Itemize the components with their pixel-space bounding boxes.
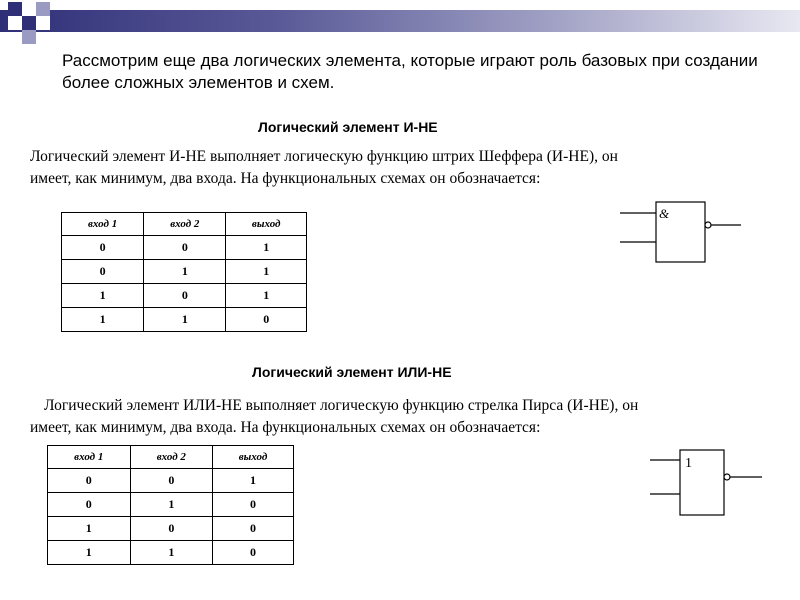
table-row (48, 517, 294, 541)
gate-symbol-label: 1 (685, 456, 692, 471)
cell-input1: 1 (48, 541, 131, 565)
table-header-row (62, 213, 307, 236)
cell-output: 0 (226, 308, 307, 332)
corner-square-decoration (8, 2, 22, 16)
corner-square-decoration (36, 2, 50, 16)
table-row (62, 236, 307, 260)
cell-input1: 0 (48, 469, 131, 493)
cell-output: 0 (213, 517, 294, 541)
column-header-input1: вход 1 (62, 213, 144, 236)
intro-text: Рассмотрим еще два логических элемента, которые играют роль базовых при создании более сложных элементов и схем. (62, 51, 758, 92)
nor-truth-table (47, 445, 294, 565)
table-row (62, 308, 307, 332)
corner-square-decoration (22, 30, 36, 44)
table-row (62, 284, 307, 308)
cell-input1: 1 (62, 308, 144, 332)
nor-description-line2: имеет, как минимум, два входа. На функциональных схемах он обозначается: (30, 419, 541, 436)
nor-description (30, 395, 760, 439)
column-header-input2: вход 2 (144, 213, 226, 236)
corner-square-decoration (22, 2, 36, 16)
cell-input2: 0 (144, 284, 226, 308)
corner-square-decoration (36, 16, 50, 30)
cell-input1: 0 (48, 493, 131, 517)
cell-input2: 0 (130, 469, 213, 493)
cell-output: 1 (213, 469, 294, 493)
nor-heading: Логический элемент ИЛИ-НЕ (252, 364, 452, 380)
gate-inversion-circle (724, 474, 730, 480)
nor-gate-symbol (645, 440, 775, 525)
gate-inversion-circle (705, 222, 711, 228)
cell-output: 0 (213, 493, 294, 517)
nand-description-line1: Логический элемент И-НЕ выполняет логическую функцию штрих Шеффера (И-НЕ), он (30, 148, 618, 165)
cell-input1: 0 (62, 260, 144, 284)
cell-output: 0 (213, 541, 294, 565)
table-row (48, 469, 294, 493)
column-header-output: выход (213, 446, 294, 469)
cell-input2: 0 (130, 517, 213, 541)
cell-input2: 1 (144, 308, 226, 332)
column-header-output: выход (226, 213, 307, 236)
cell-input2: 1 (130, 493, 213, 517)
cell-output: 1 (226, 260, 307, 284)
nand-gate-symbol (615, 190, 750, 275)
cell-output: 1 (226, 236, 307, 260)
nand-description-line2: имеет, как минимум, два входа. На функциональных схемах он обозначается: (30, 170, 541, 187)
table-header-row (48, 446, 294, 469)
cell-input1: 0 (62, 236, 144, 260)
nand-heading: Логический элемент И-НЕ (258, 119, 438, 135)
table-row (48, 493, 294, 517)
cell-output: 1 (226, 284, 307, 308)
table-row (62, 260, 307, 284)
cell-input2: 1 (144, 260, 226, 284)
gate-symbol-label: & (659, 206, 670, 221)
column-header-input1: вход 1 (48, 446, 131, 469)
column-header-input2: вход 2 (130, 446, 213, 469)
cell-input1: 1 (48, 517, 131, 541)
cell-input2: 0 (144, 236, 226, 260)
table-row (48, 541, 294, 565)
nor-description-line1: Логический элемент ИЛИ-НЕ выполняет логическую функцию стрелка Пирса (И-НЕ), он (44, 397, 639, 414)
nand-description (30, 146, 760, 190)
title-bar-decoration (0, 10, 800, 32)
corner-square-decoration (22, 16, 36, 30)
cell-input2: 1 (130, 541, 213, 565)
nand-truth-table (61, 212, 307, 332)
corner-square-decoration (8, 16, 22, 30)
cell-input1: 1 (62, 284, 144, 308)
